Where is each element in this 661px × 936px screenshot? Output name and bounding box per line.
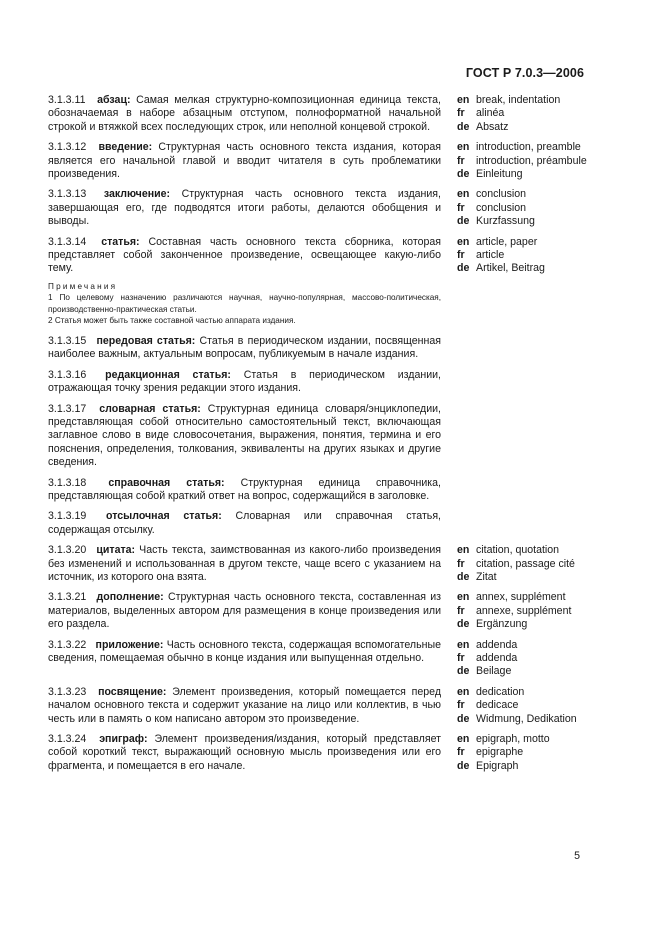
term-entry <box>48 733 588 773</box>
translation-term: alinéa <box>476 107 505 120</box>
translation-line <box>457 168 587 181</box>
translation-line <box>457 571 587 584</box>
note-line: 1 По целевому назначению различаются научная, научно-популярная, массово-политическая, производственно-практическая статьи. <box>48 293 441 314</box>
term-definition <box>48 544 441 584</box>
translation-term: Artikel, Beitrag <box>476 262 545 275</box>
translation-line <box>457 262 587 275</box>
translation-term: Zitat <box>476 570 497 583</box>
term-number: 3.1.3.15 <box>48 334 87 347</box>
language-code: fr <box>457 249 465 262</box>
language-code: en <box>457 94 470 106</box>
translation-line <box>457 652 587 665</box>
language-code: fr <box>457 746 465 759</box>
term-definition <box>48 733 441 773</box>
language-code: en <box>457 235 470 248</box>
language-code: en <box>457 733 470 746</box>
term-definition <box>48 369 441 396</box>
language-code: en <box>457 591 470 604</box>
term-name: введение: <box>98 141 153 154</box>
translation-term: annex, supplément <box>476 591 566 604</box>
translation-line <box>457 639 587 652</box>
term-definition <box>48 403 441 470</box>
term-text: Структурная часть основного текста издания, завершающая его, где подводятся итоги работы, делаются обобщения и выводы. <box>48 188 441 228</box>
term-text: Составная часть основного текста сборника, которая представляет собой законченное произведение, освещающее какую-либо тему. <box>48 235 441 275</box>
term-entry <box>48 639 588 679</box>
term-translations <box>457 94 587 134</box>
note-line: 2 Статья может быть также составной частью аппарата издания. <box>48 316 296 326</box>
term-translations <box>457 141 587 181</box>
translation-line <box>457 236 587 249</box>
term-text: Статья в периодическом издании, отражающая точку зрения редакции этого издания. <box>48 368 441 395</box>
translation-line <box>457 605 587 618</box>
translation-term: Beilage <box>476 665 512 678</box>
language-code: fr <box>457 557 465 570</box>
translation-line <box>457 94 587 107</box>
language-code: en <box>457 141 470 154</box>
translation-term: introduction, préambule <box>476 154 587 167</box>
term-number: 3.1.3.20 <box>48 544 87 557</box>
term-definition <box>48 510 441 537</box>
language-code: de <box>457 168 470 181</box>
term-number: 3.1.3.23 <box>48 685 87 698</box>
translation-term: epigraphe <box>476 746 524 759</box>
term-number: 3.1.3.19 <box>48 510 87 523</box>
language-code: de <box>457 665 470 678</box>
translation-term: addenda <box>476 638 518 651</box>
term-name: словарная статья: <box>99 402 201 415</box>
term-name: приложение: <box>95 638 164 651</box>
term-number: 3.1.3.17 <box>48 402 87 415</box>
term-number: 3.1.3.12 <box>48 141 87 154</box>
language-code: fr <box>457 154 465 167</box>
translation-line <box>457 121 587 134</box>
term-text: Статья в периодическом издании, посвященная наиболее важным, актуальным вопросам, публикуемым в начале издания. <box>48 334 441 361</box>
term-definition <box>48 686 441 726</box>
translation-term: Widmung, Dedikation <box>476 712 577 725</box>
translation-line <box>457 733 587 746</box>
translation-term: addenda <box>476 652 518 664</box>
page-number: 5 <box>574 850 580 862</box>
language-code: de <box>457 120 470 133</box>
term-entry <box>48 188 588 228</box>
term-entry <box>48 369 588 396</box>
term-number: 3.1.3.11 <box>48 94 86 106</box>
term-number: 3.1.3.18 <box>48 476 87 489</box>
term-definition <box>48 94 441 134</box>
translation-line <box>457 665 587 678</box>
term-entry <box>48 94 588 134</box>
language-code: en <box>457 685 470 698</box>
language-code: en <box>457 638 470 651</box>
language-code: en <box>457 544 470 557</box>
translation-line <box>457 544 587 557</box>
term-translations <box>457 188 587 228</box>
term-text: Структурная единица справочника, представляющая собой краткий ответ на вопрос, содержащийся в заголовке. <box>48 476 441 502</box>
translation-term: citation, quotation <box>476 544 560 557</box>
translation-term: Epigraph <box>476 759 519 772</box>
term-name: редакционная статья: <box>105 368 231 381</box>
term-name: цитата: <box>96 544 136 557</box>
term-text: Часть основного текста, содержащая вспомогательные сведения, помещаемая обычно в конце издания или выпущенная отдельно. <box>48 638 441 664</box>
translation-term: Kurzfassung <box>476 215 535 228</box>
translation-term: break, indentation <box>476 94 561 106</box>
translation-term: article, paper <box>476 235 538 248</box>
term-number: 3.1.3.24 <box>48 733 87 746</box>
term-entry <box>48 544 588 584</box>
term-definition <box>48 477 441 504</box>
term-text: Элемент произведения/издания, который представляет собой короткий текст, выражающий основную мысль произведения или его фрагмента, и помещается в его начале. <box>48 733 441 772</box>
language-code: fr <box>457 604 465 617</box>
term-text: Самая мелкая структурно-композиционная единица текста, обозначаемая в наборе абзацным отступом, полноформатной начальной строкой и втяжкой всех последующих строк, или неполной концевой строкой. <box>48 94 441 133</box>
translation-line <box>457 699 587 712</box>
terms-list <box>48 94 588 780</box>
translation-term: citation, passage cité <box>476 557 575 570</box>
term-text: Структурная часть основного текста, составленная из материалов, выделенных автором для размещения в конце произведения или его раздела. <box>48 591 441 631</box>
term-number: 3.1.3.22 <box>48 638 87 651</box>
term-number: 3.1.3.21 <box>48 591 87 604</box>
term-entry <box>48 236 588 276</box>
translation-term: Ergänzung <box>476 618 528 631</box>
term-definition <box>48 236 441 276</box>
term-translations <box>457 544 587 584</box>
term-name: дополнение: <box>96 591 164 604</box>
translation-line <box>457 746 587 759</box>
note-title: Примечания <box>48 281 118 291</box>
term-translations <box>457 686 587 726</box>
term-translations <box>457 639 587 679</box>
language-code: fr <box>457 201 465 214</box>
translation-line <box>457 141 587 154</box>
translation-term: Einleitung <box>476 168 523 181</box>
term-text: Структурная единица словаря/энциклопедии, представляющая собой относительно самостоятельный текст, включающая заглавное слово в виде словосочетания, выражения, понятия, термина и его пояснения, определения, толкования, эквиваленты на других языках и другие сведения. <box>48 402 441 469</box>
term-entry <box>48 510 588 537</box>
translation-line <box>457 107 587 120</box>
translation-line <box>457 188 587 201</box>
term-name: абзац: <box>97 94 131 106</box>
language-code: de <box>457 712 470 725</box>
language-code: de <box>457 618 470 631</box>
term-definition <box>48 591 441 631</box>
term-name: посвящение: <box>98 685 167 698</box>
translation-line <box>457 249 587 262</box>
translation-line <box>457 155 587 168</box>
translation-line <box>457 558 587 571</box>
term-entry <box>48 591 588 631</box>
term-text: Элемент произведения, который помещается перед началом основного текста и содержит указание на лицо или коллектив, в чью честь или в память о ком написано автором это произведение. <box>48 685 442 725</box>
term-text: Словарная или справочная статья, содержащая отсылку. <box>48 510 441 536</box>
language-code: de <box>457 262 470 275</box>
term-entry <box>48 141 588 181</box>
term-entry <box>48 477 588 504</box>
term-number: 3.1.3.14 <box>48 235 87 248</box>
translation-term: dedication <box>476 685 525 698</box>
translation-term: article <box>476 249 505 262</box>
term-name: эпиграф: <box>99 733 148 746</box>
language-code: fr <box>457 699 465 712</box>
term-name: заключение: <box>103 188 171 201</box>
translation-term: Absatz <box>476 120 509 133</box>
term-entry <box>48 335 588 362</box>
term-name: справочная статья: <box>108 476 225 489</box>
language-code: en <box>457 188 470 201</box>
language-code: de <box>457 570 470 583</box>
language-code: de <box>457 215 470 228</box>
translation-term: conclusion <box>476 201 527 214</box>
note-block <box>48 281 441 327</box>
term-definition <box>48 335 441 362</box>
term-text: Структурная часть основного текста издания, которая является его начальной главой и вводит читателя в суть проблематики произведения. <box>48 141 441 181</box>
translation-term: epigraph, motto <box>476 733 550 746</box>
term-name: передовая статья: <box>96 334 196 347</box>
term-translations <box>457 236 587 276</box>
translation-line <box>457 686 587 699</box>
language-code: fr <box>457 652 465 664</box>
translation-term: introduction, preamble <box>476 141 581 154</box>
term-entry <box>48 403 588 470</box>
term-number: 3.1.3.16 <box>48 368 87 381</box>
term-definition <box>48 188 441 228</box>
term-text: Часть текста, заимствованная из какого-либо произведения без изменений и использованная в другом тексте, чаще всего с указанием на источник, из которого она взята. <box>48 544 441 583</box>
translation-line <box>457 618 587 631</box>
term-definition <box>48 639 441 679</box>
term-translations <box>457 591 587 631</box>
translation-term: dedicace <box>476 699 519 712</box>
translation-line <box>457 215 587 228</box>
term-translations <box>457 733 587 773</box>
translation-line <box>457 591 587 604</box>
translation-term: annexe, supplément <box>476 604 572 617</box>
term-entry <box>48 686 588 726</box>
term-name: статья: <box>101 235 140 248</box>
translation-line <box>457 713 587 726</box>
term-definition <box>48 141 441 181</box>
language-code: fr <box>457 107 465 120</box>
translation-line <box>457 202 587 215</box>
language-code: de <box>457 759 470 772</box>
translation-term: conclusion <box>476 188 527 201</box>
term-number: 3.1.3.13 <box>48 188 87 201</box>
term-name: отсылочная статья: <box>106 510 222 523</box>
translation-line <box>457 760 587 773</box>
document-code: ГОСТ Р 7.0.3—2006 <box>465 66 584 80</box>
